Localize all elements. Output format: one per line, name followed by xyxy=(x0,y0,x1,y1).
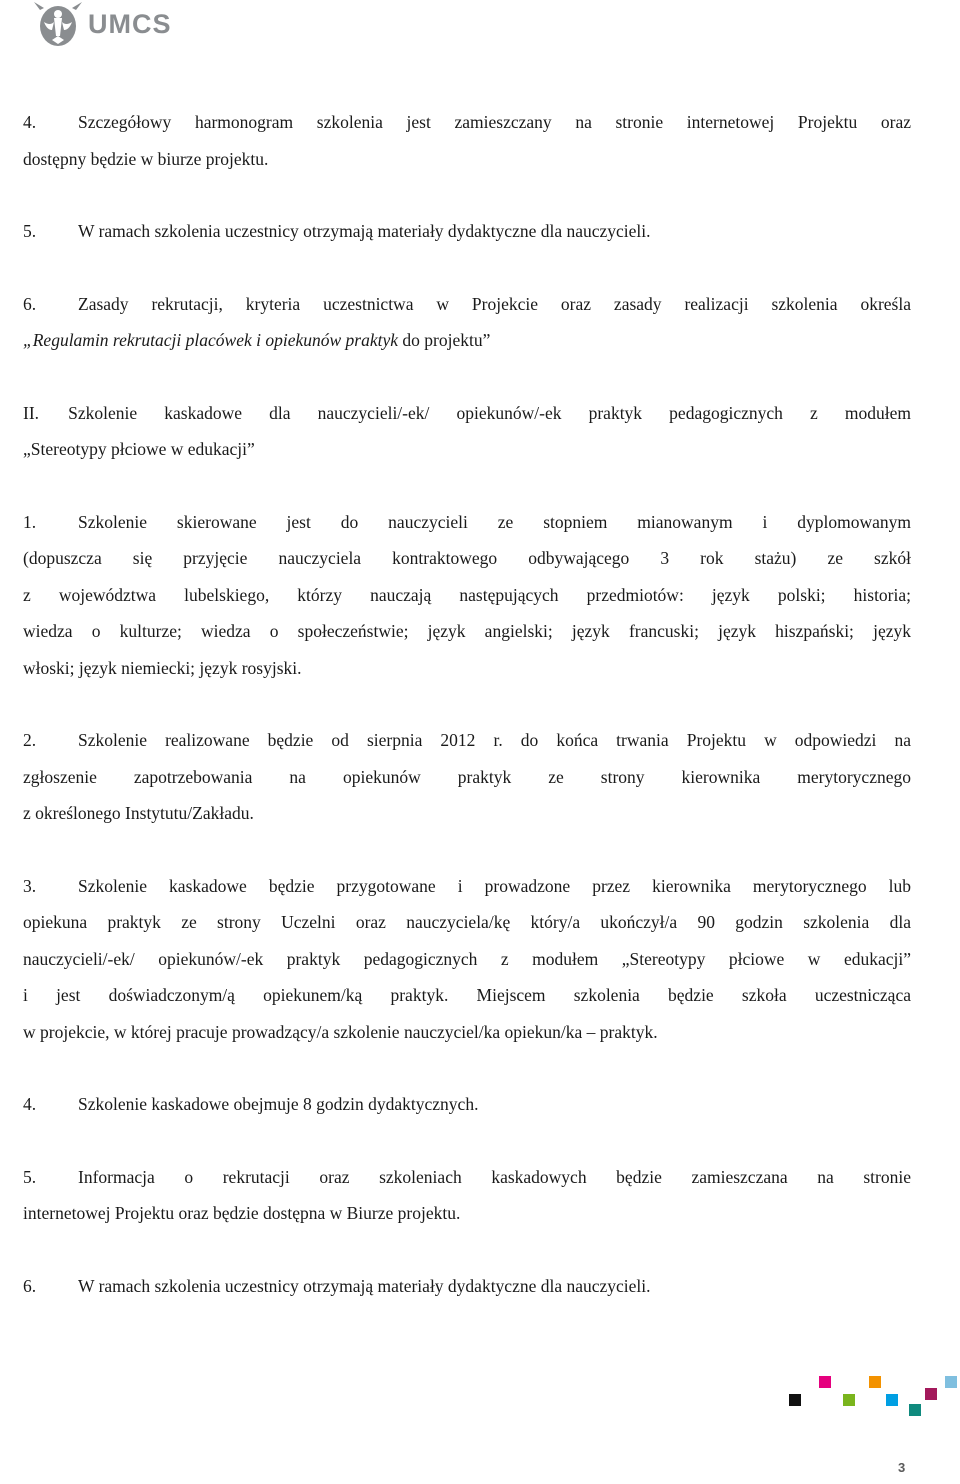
paragraph-line: w projekcie, w której pracuje prowadzący/a szkolenie nauczyciel/ka opiekun/ka – praktyk. xyxy=(23,1021,658,1042)
list-number: 5. xyxy=(23,1166,37,1187)
paragraph-line: W ramach szkolenia uczestnicy otrzymają materiały dydaktyczne dla nauczycieli. xyxy=(78,1275,651,1296)
list-number: 2. xyxy=(23,730,37,750)
paragraph-line: Szkolenie kaskadowe obejmuje 8 godzin dydaktycznych. xyxy=(78,1094,479,1114)
paragraph-line: Zasady rekrutacji, kryteria uczestnictwa w Projekcie oraz zasady realizacji szkolenia określa xyxy=(78,293,911,314)
umcs-logo-text: UMCS xyxy=(88,8,172,39)
paragraph-a4 xyxy=(23,104,911,177)
paragraph-b5 xyxy=(23,1159,911,1232)
paragraph-line: zgłoszenie zapotrzebowania na opiekunów praktyk ze strony kierownika merytorycznego xyxy=(23,766,911,787)
decor-square xyxy=(843,1394,855,1406)
list-number: 4. xyxy=(23,1094,37,1114)
paragraph-line: włoski; język niemiecki; język rosyjski. xyxy=(23,657,302,678)
paragraph-line: Szkolenie kaskadowe będzie przygotowane i prowadzone przez kierownika merytorycznego lub xyxy=(78,875,911,896)
decor-square xyxy=(869,1376,881,1388)
paragraph-line: wiedza o kulturze; wiedza o społeczeństwie; język angielski; język francuski; język hiszpański; język xyxy=(23,621,911,641)
paragraph-line: dostępny będzie w biurze projektu. xyxy=(23,148,269,169)
paragraph-a6 xyxy=(23,286,911,359)
paragraph-line: (dopuszcza się przyjęcie nauczyciela kontraktowego odbywającego 3 rok stażu) ze szkół xyxy=(23,548,911,568)
paragraph-line: do projektu” xyxy=(398,330,491,350)
section-heading-ii xyxy=(23,395,911,468)
decor-square xyxy=(925,1388,937,1400)
umcs-crest-icon xyxy=(30,0,86,48)
decor-square xyxy=(886,1394,898,1406)
list-number: 6. xyxy=(23,1275,37,1296)
paragraph-b6 xyxy=(23,1268,911,1305)
paragraph-line: Szkolenie skierowane jest do nauczycieli ze stopniem mianowanym i dyplomowanym xyxy=(78,511,911,532)
list-number: 4. xyxy=(23,112,37,132)
paragraph-b1 xyxy=(23,504,911,687)
section-heading-line: Szkolenie kaskadowe dla nauczycieli/-ek/ opiekunów/-ek praktyk pedagogicznych z modułem xyxy=(68,402,911,423)
list-number: 1. xyxy=(23,511,37,532)
paragraph-line: Szczegółowy harmonogram szkolenia jest zamieszczany na stronie internetowej Projektu oraz xyxy=(78,112,911,132)
paragraph-a5 xyxy=(23,213,911,250)
decor-square xyxy=(945,1376,957,1388)
paragraph-b4 xyxy=(23,1086,911,1123)
paragraph-b2 xyxy=(23,722,911,832)
decorative-squares xyxy=(785,1374,960,1424)
section-heading-line: „Stereotypy płciowe w edukacji” xyxy=(23,439,255,459)
decor-square xyxy=(819,1376,831,1388)
document-body xyxy=(23,104,911,1304)
paragraph-line: opiekuna praktyk ze strony Uczelni oraz nauczyciela/kę który/a ukończył/a 90 godzin szkolenia dla xyxy=(23,912,911,932)
list-number: 6. xyxy=(23,293,37,314)
list-number: 3. xyxy=(23,875,37,896)
header xyxy=(30,0,172,48)
decor-square xyxy=(789,1394,801,1406)
paragraph-line: z województwa lubelskiego, którzy nauczają następujących przedmiotów: język polski; historia; xyxy=(23,584,911,605)
regulation-title: „Regulamin rekrutacji placówek i opiekunów praktyk xyxy=(23,330,399,350)
section-number: II. xyxy=(23,402,40,423)
list-number: 5. xyxy=(23,221,37,241)
paragraph-b3 xyxy=(23,868,911,1051)
paragraph-line: Szkolenie realizowane będzie od sierpnia 2012 r. do końca trwania Projektu w odpowiedzi na xyxy=(78,730,911,750)
paragraph-line: Informacja o rekrutacji oraz szkoleniach kaskadowych będzie zamieszczana na stronie xyxy=(78,1166,911,1187)
decor-square xyxy=(909,1404,921,1416)
page-number: 3 xyxy=(898,1460,906,1475)
paragraph-line: nauczycieli/-ek/ opiekunów/-ek praktyk pedagogicznych z modułem „Stereotypy płciowe w edukacji” xyxy=(23,948,911,969)
paragraph-line: W ramach szkolenia uczestnicy otrzymają materiały dydaktyczne dla nauczycieli. xyxy=(78,221,651,241)
paragraph-line: internetowej Projektu oraz będzie dostępna w Biurze projektu. xyxy=(23,1203,461,1223)
paragraph-line: z określonego Instytutu/Zakładu. xyxy=(23,803,254,823)
paragraph-line: i jest doświadczonym/ą opiekunem/ką praktyk. Miejscem szkolenia będzie szkoła uczestnicząca xyxy=(23,985,911,1005)
